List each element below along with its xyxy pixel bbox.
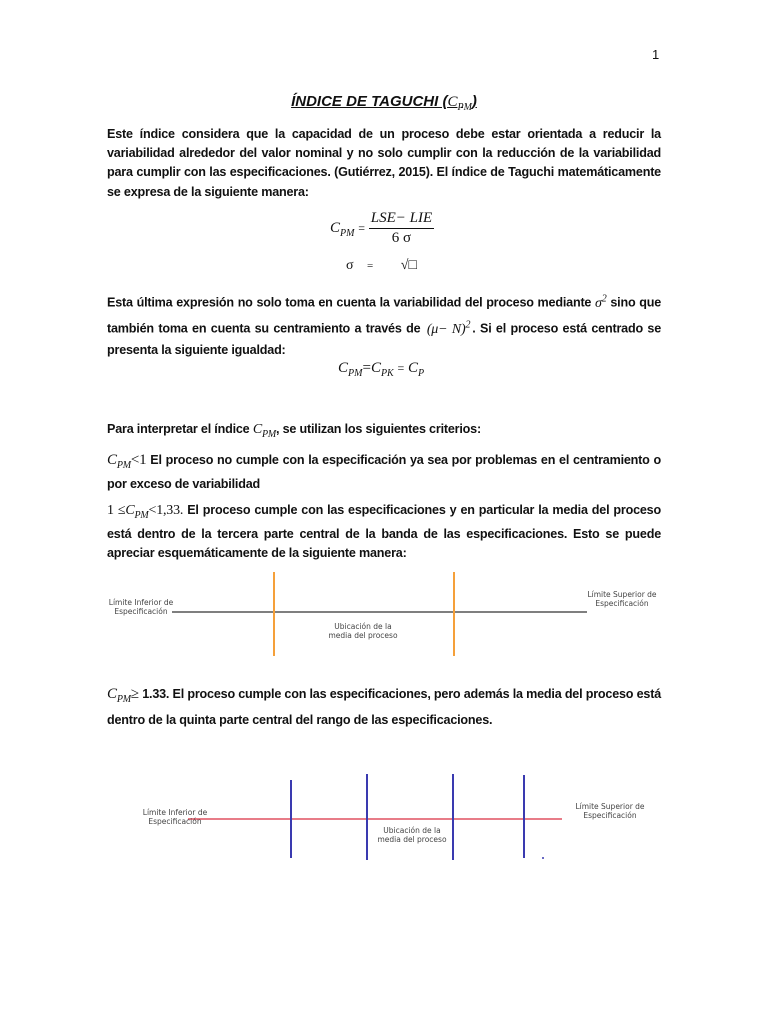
formula3-c3: C [408,360,419,376]
criterion3-value: 1.33. [142,687,170,701]
criterion1-rel: <1 [130,452,147,468]
paragraph2-sigma-exp: 2 [601,293,607,304]
paragraph2-sigma [595,293,607,311]
formula-equality [338,360,424,379]
paragraph3-cpm [252,422,276,440]
formula3-eq2: = [397,361,405,375]
paragraph2-mu-expr: (μ− N) [426,321,466,337]
formula-cpm [330,210,434,247]
paragraph3-c: C [252,422,262,437]
paragraph2-sigma-symbol: σ [595,295,602,311]
criterion3-sub: PM [116,694,131,705]
intro-paragraph: Este índice considera que la capacidad de un proceso debe estar orientada a reducir la variabilidad alrededor del valor nominal y no solo cumplir con la reducción de la variabilidad para cumplir con las especificaciones. (Gutiérrez, 2015). El índice de Taguchi matemáticamente se expresa de la siguiente manera: [107,127,661,199]
diagram-fifth-band [110,772,658,864]
criterion3-rel: ≥ [130,686,139,702]
criterion2-c: C [125,503,135,518]
formula3-s1: PM [348,368,363,379]
criterion1-sub: PM [116,460,131,471]
title-text: ÍNDICE DE TAGUCHI ( [291,93,448,110]
formula1-lhs-sub: PM [340,227,355,239]
formula3-c2: C [370,360,381,376]
diagram1-right-label: Límite Superior de Especificación [587,590,657,608]
diagram2-left-label: Límite Inferior de Especificación [142,808,208,826]
criterion2-lower: 1 ≤ [107,503,126,518]
paragraph2-part1: Esta última expresión no solo toma en cuenta la variabilidad del proceso mediante [107,295,592,310]
formula3-s2: PK [380,368,394,379]
criterion-2 [107,501,661,563]
criterion2-rel: <1,33. [148,503,184,518]
formula2-lhs: σ [346,258,354,273]
page-number: 1 [652,47,660,62]
formula1-denominator: 6 σ [391,230,412,246]
formula1-equals: = [358,220,365,235]
criterion-3 [107,684,661,731]
diagram2-dot [542,857,544,859]
criterion1-c: C [107,452,117,468]
document-title [0,93,768,113]
paragraph-variability [107,288,661,362]
title-close: ) [471,93,477,110]
formula1-lhs: C [330,219,341,236]
paragraph3-sub: PM [261,428,276,440]
criterion2-math [125,503,149,521]
paragraph2-mu [426,319,471,337]
formula2-rhs: √□ [400,258,417,273]
criterion2-sub: PM [134,509,149,521]
formula-sigma [346,258,417,274]
formula3-eq1: = [362,360,371,376]
criterion3-c: C [107,686,117,702]
diagram2-right-label: Límite Superior de Especificación [575,802,645,820]
diagram1-center-label: Ubicación de la media del proceso [328,622,398,640]
title-math-c: C [447,94,458,110]
diagram1-left-label: Límite Inferior de Especificación [108,598,174,616]
criterion3-text: El proceso cumple con las especificaciones, pero además la media del proceso está dentro de la quinta parte central del rango de las especificaciones. [107,687,662,727]
paragraph3-part2: , se utilizan los siguientes criterios: [276,422,481,436]
criterion3-math [107,686,139,705]
diagram1-svg [107,570,661,660]
diagram2-center-label: Ubicación de la media del proceso [377,826,447,844]
formula1-numerator: LSE− LIE [369,210,434,229]
paragraph2-part3: . Si el proceso está centrado se presenta la siguiente igualdad: [107,321,661,358]
title-math [447,94,472,113]
paragraph2-mu-exp: 2 [465,319,471,331]
title-math-sub: PM [457,102,472,113]
formula2-equals: = [367,260,374,272]
criterion1-math [107,452,147,471]
paragraph-criteria-intro [107,420,661,444]
formula1-fraction [369,210,434,247]
formula3-s3: P [418,368,425,379]
diagram-third-band [107,570,661,660]
formula3-c1: C [338,360,349,376]
criterion2-text: El proceso cumple con las especificaciones y en particular la media del proceso está dentro de la tercera parte central de la banda de las especificaciones. Esto se puede apreciar esquemáticamente de la siguiente manera: [107,503,661,561]
criterion1-text: El proceso no cumple con la especificación ya sea por problemas en el centramiento o por exceso de variabilidad [107,453,661,492]
paragraph3-part1: Para interpretar el índice [107,422,250,436]
paragraph2-part2: sino que también toma en cuenta su centramiento a través de [107,295,661,336]
criterion-1 [107,451,661,494]
